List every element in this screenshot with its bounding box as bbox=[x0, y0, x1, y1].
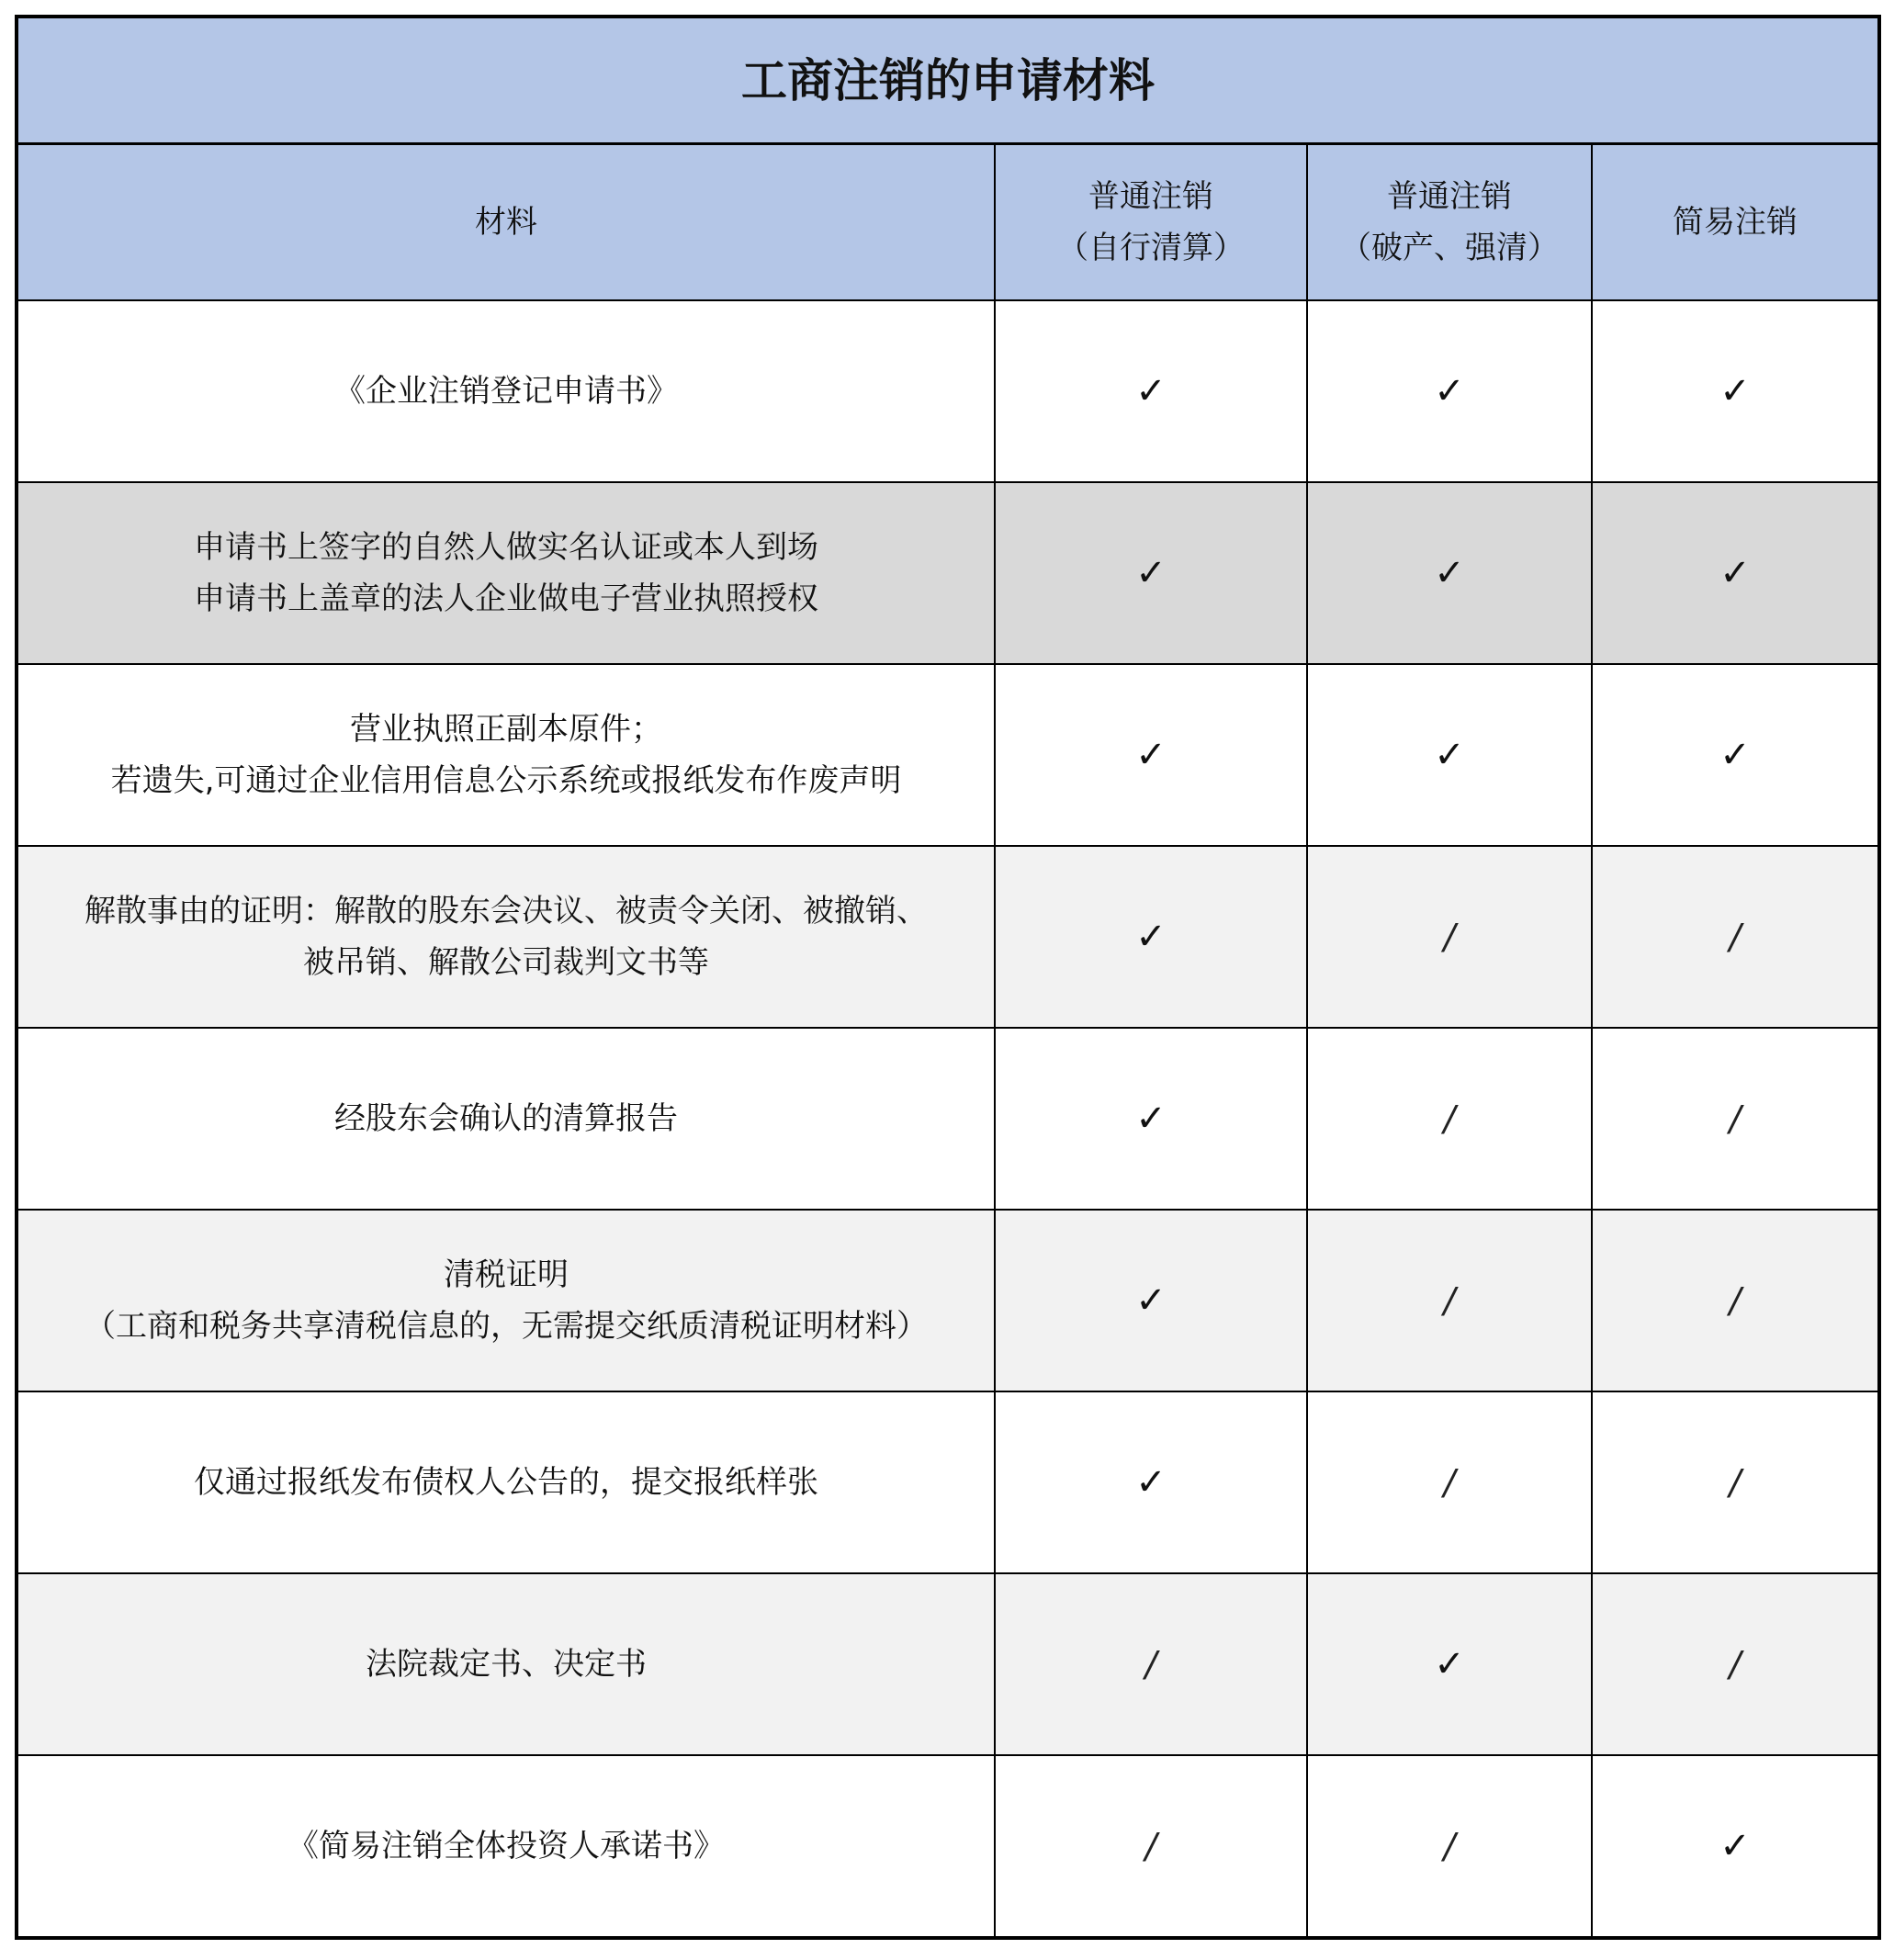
material-cell bbox=[17, 664, 995, 846]
table-row bbox=[17, 1210, 1879, 1391]
materials-table bbox=[15, 15, 1881, 1940]
not-required-mark: / bbox=[1592, 1210, 1879, 1391]
material-line: （工商和税务共享清税信息的，无需提交纸质清税证明材料） bbox=[85, 1308, 928, 1345]
table-row bbox=[17, 664, 1879, 846]
check-icon: ✓ bbox=[995, 300, 1307, 482]
material-line: 《简易注销全体投资人承诺书》 bbox=[287, 1828, 725, 1864]
not-required-mark: / bbox=[995, 1573, 1307, 1755]
material-cell bbox=[17, 482, 995, 664]
check-icon: ✓ bbox=[1307, 1573, 1592, 1755]
check-icon: ✓ bbox=[1592, 482, 1879, 664]
table-title: 工商注销的申请材料 bbox=[17, 17, 1879, 144]
table-row bbox=[17, 1391, 1879, 1573]
table-row bbox=[17, 1028, 1879, 1210]
material-cell bbox=[17, 300, 995, 482]
check-icon: ✓ bbox=[995, 1028, 1307, 1210]
not-required-mark: / bbox=[1307, 846, 1592, 1028]
material-cell bbox=[17, 1210, 995, 1391]
material-line: 《企业注销登记申请书》 bbox=[334, 373, 678, 410]
not-required-mark: / bbox=[1307, 1028, 1592, 1210]
table-row bbox=[17, 300, 1879, 482]
material-line: 营业执照正副本原件； bbox=[350, 711, 662, 748]
check-icon: ✓ bbox=[995, 664, 1307, 846]
material-cell bbox=[17, 1573, 995, 1755]
material-line: 法院裁定书、决定书 bbox=[366, 1646, 647, 1683]
column-header bbox=[995, 144, 1307, 301]
column-header-line: （自行清算） bbox=[1057, 230, 1245, 266]
check-icon: ✓ bbox=[1307, 300, 1592, 482]
column-header bbox=[1307, 144, 1592, 301]
not-required-mark: / bbox=[1592, 846, 1879, 1028]
column-header-line: 普通注销 bbox=[1088, 178, 1213, 215]
check-icon: ✓ bbox=[1592, 300, 1879, 482]
not-required-mark: / bbox=[1592, 1391, 1879, 1573]
table-row bbox=[17, 846, 1879, 1028]
material-line: 解散事由的证明：解散的股东会决议、被责令关闭、被撤销、 bbox=[85, 893, 928, 929]
not-required-mark: / bbox=[1592, 1573, 1879, 1755]
material-cell bbox=[17, 1391, 995, 1573]
material-line: 申请书上签字的自然人做实名认证或本人到场 bbox=[194, 529, 818, 566]
check-icon: ✓ bbox=[1592, 1755, 1879, 1938]
not-required-mark: / bbox=[995, 1755, 1307, 1938]
not-required-mark: / bbox=[1307, 1755, 1592, 1938]
material-cell bbox=[17, 1028, 995, 1210]
check-icon: ✓ bbox=[995, 1210, 1307, 1391]
check-icon: ✓ bbox=[995, 482, 1307, 664]
material-line: 申请书上盖章的法人企业做电子营业执照授权 bbox=[194, 580, 818, 617]
column-header-line: 普通注销 bbox=[1387, 178, 1512, 215]
material-cell bbox=[17, 1755, 995, 1938]
material-line: 清税证明 bbox=[444, 1256, 569, 1293]
not-required-mark: / bbox=[1592, 1028, 1879, 1210]
check-icon: ✓ bbox=[1307, 664, 1592, 846]
column-header bbox=[17, 144, 995, 301]
material-line: 被吊销、解散公司裁判文书等 bbox=[303, 944, 709, 981]
material-line: 仅通过报纸发布债权人公告的，提交报纸样张 bbox=[194, 1464, 818, 1501]
table-row bbox=[17, 482, 1879, 664]
check-icon: ✓ bbox=[995, 1391, 1307, 1573]
table-row bbox=[17, 1573, 1879, 1755]
material-line: 经股东会确认的清算报告 bbox=[334, 1100, 678, 1137]
table-row bbox=[17, 1755, 1879, 1938]
column-header bbox=[1592, 144, 1879, 301]
not-required-mark: / bbox=[1307, 1210, 1592, 1391]
column-header-line: （破产、强清） bbox=[1340, 230, 1559, 266]
material-cell bbox=[17, 846, 995, 1028]
column-header-line: 简易注销 bbox=[1673, 204, 1798, 241]
material-line: 若遗失,可通过企业信用信息公示系统或报纸发布作废声明 bbox=[110, 762, 902, 799]
check-icon: ✓ bbox=[1592, 664, 1879, 846]
check-icon: ✓ bbox=[1307, 482, 1592, 664]
column-header-line: 材料 bbox=[475, 204, 537, 241]
check-icon: ✓ bbox=[995, 846, 1307, 1028]
not-required-mark: / bbox=[1307, 1391, 1592, 1573]
